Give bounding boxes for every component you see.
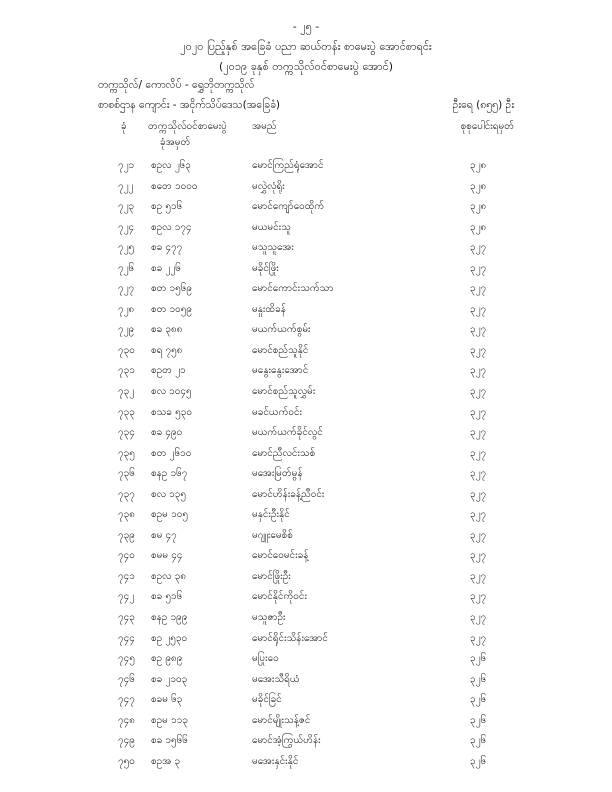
total-score: ၃၂၇ — [470, 529, 487, 541]
column-header-name: အမည် — [252, 121, 277, 132]
total-score: ၃၂၆ — [470, 673, 487, 685]
table-row — [0, 713, 612, 734]
table-row — [0, 733, 612, 754]
table-row — [0, 322, 612, 343]
candidate-name: မောင်ကောင်းသက်သာ — [252, 283, 334, 295]
candidate-name: မနှင်းဦးနိုင် — [252, 509, 290, 521]
table-row — [0, 343, 612, 364]
table-row — [0, 446, 612, 467]
document-subtitle: (၂၀၁၉ ခုနှစ် တက္ကသိုလ်ဝင်စာမေးပွဲ အောင်) — [218, 60, 394, 73]
total-score: ၃၂၆ — [470, 755, 487, 767]
total-score: ၃၂၈ — [470, 160, 487, 171]
roll-number: စတေ ၁၀၀၀ — [151, 180, 198, 192]
candidate-name: မယက်ယက်စွမ်း — [252, 324, 311, 336]
candidate-name: မောင်ရိုင်းသိန်းအောင် — [252, 632, 328, 644]
table-row — [0, 281, 612, 302]
total-score: ၃၂၆ — [470, 653, 487, 665]
candidate-name: မခိုင်ဖြိုး — [252, 262, 279, 274]
row-number: ၇၃၄ — [118, 427, 135, 439]
table-row — [0, 672, 612, 693]
table-row — [0, 384, 612, 405]
row-number: ၇၂၆ — [118, 262, 135, 274]
roll-number: စမမ ၄၄ — [151, 550, 183, 562]
row-number: ၇၅၀ — [118, 755, 135, 767]
candidate-name: မယမင်းသူ — [252, 221, 291, 233]
roll-number: စဥ ၂၅၃၀ — [151, 632, 188, 644]
total-score: ၃၂၇ — [470, 447, 487, 459]
document-title: ၂၀၂၀ ပြည့်နှစ် အခြေခံ ပညာ ဆယ်တန်း စာမေးပွဲ အောင်စာရင်း — [180, 40, 432, 53]
total-count: ဦးရေ (၈၅၅) ဦး — [452, 99, 514, 111]
table-row — [0, 631, 612, 652]
total-score: ၃၂၇ — [470, 303, 487, 315]
table-row — [0, 158, 612, 179]
roll-number: စနဥ ၁၆၇ — [151, 468, 188, 480]
roll-number: စဥလ ၂၆၃ — [151, 160, 191, 171]
total-score: ၃၂၇ — [470, 406, 487, 418]
roll-number: စဥမ ၁၁၃ — [151, 714, 188, 726]
table-row — [0, 425, 612, 446]
row-number: ၇၄၀ — [118, 550, 135, 562]
column-header-no: ခုံ — [121, 121, 127, 132]
row-number: ၇၄၂ — [118, 591, 135, 603]
table-row — [0, 363, 612, 384]
table-row — [0, 240, 612, 261]
column-header-score: စုစုပေါင်းရမှတ် — [460, 121, 514, 132]
row-number: ၇၂၉ — [118, 324, 135, 336]
candidate-name: မသူသူအေး — [252, 242, 294, 254]
table-row — [0, 199, 612, 220]
table-row — [0, 569, 612, 590]
candidate-name: မခိုင်ခြင် — [252, 694, 282, 706]
row-number: ၇၂၁ — [118, 160, 135, 171]
roll-number: စခ ၂၁၀၃ — [151, 673, 188, 685]
candidate-name: မခင်ယက်ဝင်း — [252, 406, 303, 418]
row-number: ၇၂၃ — [118, 201, 135, 213]
row-number: ၇၂၇ — [118, 283, 135, 295]
table-row — [0, 220, 612, 241]
row-number: ၇၄၃ — [118, 612, 135, 624]
row-number: ၇၃၈ — [118, 509, 135, 521]
table-row — [0, 302, 612, 323]
total-score: ၃၂၈ — [470, 221, 487, 233]
total-score: ၃၂၈ — [470, 201, 487, 213]
candidate-name: မအေးမြတ်မွန် — [252, 468, 303, 480]
row-number: ၇၄၄ — [118, 632, 135, 644]
candidate-name: မောင်ကျော်ဝေထိုက် — [252, 201, 325, 213]
total-score: ၃၂၇ — [470, 365, 487, 377]
table-row — [0, 261, 612, 282]
total-score: ၃၂၇ — [470, 283, 487, 295]
row-number: ၇၃၉ — [118, 529, 135, 541]
table-row — [0, 487, 612, 508]
row-number: ၇၄၆ — [118, 673, 135, 685]
roll-number: စတ ၁၅၆၉ — [151, 283, 193, 295]
total-score: ၃၂၈ — [470, 180, 487, 192]
roll-number: စဥတ ၂၁ — [151, 365, 186, 377]
candidate-name: မအေးနှင်းနိုင် — [252, 755, 299, 767]
table-row — [0, 610, 612, 631]
roll-number: စခ ၄၉၀ — [151, 427, 183, 439]
roll-number: စခ ၂၂၆ — [151, 262, 181, 274]
column-header-roll-number: ခုံအမှတ် — [160, 137, 191, 148]
roll-number: စဥ ၉၈၉ — [151, 653, 183, 665]
roll-number: စလ ၁၃၅ — [151, 488, 187, 500]
results-list — [0, 158, 612, 774]
total-score: ၃၂၆ — [470, 735, 487, 747]
total-score: ၃၂၇ — [470, 344, 487, 356]
candidate-name: မောင်နိုင်ကိုဝင်း — [252, 591, 307, 603]
row-number: ၇၂၅ — [118, 242, 135, 254]
roll-number: စသခ ၅၃၀ — [151, 406, 192, 418]
row-number: ၇၃၁ — [118, 365, 135, 377]
candidate-name: မယက်ယက်ခိုင်လွင် — [252, 427, 323, 439]
roll-number: စနဥ ၁၉၉ — [151, 612, 188, 624]
table-row — [0, 548, 612, 569]
total-score: ၃၂၆ — [470, 714, 487, 726]
candidate-name: မောင်မျိုးသန့်ဇင် — [252, 714, 311, 726]
roll-number: စဥမ ၁၀၅ — [151, 509, 188, 521]
candidate-name: မောင်အံ့ကြွယ်ဟိန်း — [252, 735, 321, 747]
candidate-name: မောင်ဟိန်းခန့်ညီဝင်း — [252, 488, 325, 500]
candidate-name: မသူဇာဦး — [252, 612, 286, 624]
candidate-name: မောင်စည်သူလွှမ်း — [252, 386, 316, 398]
total-score: ၃၂၇ — [470, 509, 487, 521]
exam-center-line: စာစစ်ဌာန ကျောင်း - အငိုက်သိပ်ဒေသ(အခြေခံ) — [98, 99, 280, 111]
row-number: ၇၂၈ — [118, 303, 135, 315]
total-score: ၃၂၇ — [470, 570, 487, 582]
candidate-name: မပြုးဝေ — [252, 653, 279, 665]
page-number: - ၂၅ - — [292, 20, 320, 33]
roll-number: စလ ၁၀၄၅ — [151, 386, 192, 398]
row-number: ၇၂၂ — [118, 180, 134, 192]
table-row — [0, 179, 612, 200]
table-row — [0, 651, 612, 672]
candidate-name: မလွှဲလုံရိုး — [252, 180, 285, 192]
total-score: ၃၂၇ — [470, 550, 487, 562]
candidate-name: မောင်ညီလင်းသစ် — [252, 447, 316, 459]
roll-number: စရ ၇၅၈ — [151, 344, 183, 356]
candidate-name: မောင်စည်သူနိုင် — [252, 344, 309, 356]
roll-number: စတ ၂၆၁၀ — [151, 447, 192, 459]
roll-number: စဥ ၅၁၆ — [151, 201, 183, 213]
row-number: ၇၄၅ — [118, 653, 135, 665]
roll-number: စဥလ ၃၈ — [151, 570, 187, 582]
candidate-name: မအေးသီရိယံ — [252, 673, 300, 685]
total-score: ၃၂၇ — [470, 591, 487, 603]
candidate-name: မဂျူးမေစိစ် — [252, 529, 293, 541]
roll-number: စခ ၅၁၆ — [151, 591, 183, 603]
roll-number: စခ ၁၅၆၆ — [151, 735, 188, 747]
total-score: ၃၂၇ — [470, 324, 487, 336]
table-row — [0, 589, 612, 610]
total-score: ၃၂၇ — [470, 488, 487, 500]
row-number: ၇၄၁ — [118, 570, 135, 582]
table-row — [0, 507, 612, 528]
candidate-name: မောင်ဖြိုးဦး — [252, 570, 291, 582]
table-row — [0, 528, 612, 549]
candidate-name: မောင်ကြည်ရုံအောင် — [252, 160, 324, 171]
table-row — [0, 754, 612, 775]
row-number: ၇၃၆ — [118, 468, 135, 480]
row-number: ၇၄၈ — [118, 714, 135, 726]
university-line: တက္ကသိုလ်/ ကောလိပ် - ရွှေဘိုတက္ကသိုလ် — [98, 79, 255, 91]
roll-number: စခမ ၆၃ — [151, 694, 183, 706]
table-row — [0, 466, 612, 487]
total-score: ၃၂၇ — [470, 262, 487, 274]
total-score: ၃၂၇ — [470, 242, 487, 254]
roll-number: စခ ၃၈၈ — [151, 324, 183, 336]
total-score: ၃၂၇ — [470, 468, 487, 480]
roll-number: စဥအ ၃ — [151, 755, 181, 767]
total-score: ၃၂၇ — [470, 427, 487, 439]
table-row — [0, 405, 612, 426]
column-header-roll: တက္ကသိုလ်ဝင်စာမေးပွဲ — [148, 121, 227, 132]
candidate-name: မနှုးထိခန် — [252, 303, 286, 315]
row-number: ၇၄၇ — [118, 694, 135, 706]
candidate-name: မောင်ဝေမင်းခန့် — [252, 550, 309, 562]
total-score: ၃၂၇ — [470, 386, 487, 398]
roll-number: စတ ၁၀၅၉ — [151, 303, 193, 315]
row-number: ၇၂၄ — [118, 221, 135, 233]
row-number: ၇၄၉ — [118, 735, 135, 747]
total-score: ၃၂၇ — [470, 612, 487, 624]
total-score: ၃၂၇ — [470, 632, 487, 644]
roll-number: စခ ၄၇၇ — [151, 242, 183, 254]
total-score: ၃၂၆ — [470, 694, 487, 706]
row-number: ၇၃၇ — [118, 488, 135, 500]
row-number: ၇၃၅ — [118, 447, 135, 459]
table-row — [0, 692, 612, 713]
row-number: ၇၃၂ — [118, 386, 135, 398]
row-number: ၇၃၃ — [118, 406, 135, 418]
candidate-name: မနွေးနွေးအောင် — [252, 365, 309, 377]
row-number: ၇၃၀ — [118, 344, 135, 356]
roll-number: စဥလ ၁၇၄ — [151, 221, 192, 233]
roll-number: စမ ၄၇ — [151, 529, 177, 541]
